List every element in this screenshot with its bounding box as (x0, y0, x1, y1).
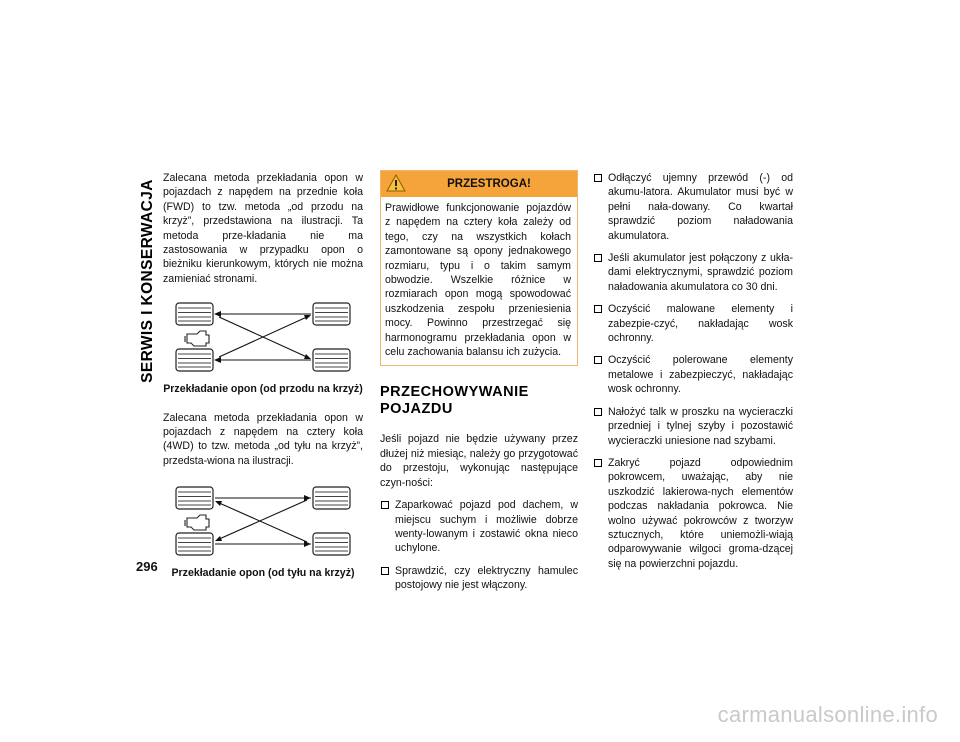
section-heading-storage: PRZECHOWYWANIE POJAZDU (380, 384, 529, 418)
diagram-forward-cross (163, 298, 363, 376)
tire-front-right-icon (313, 487, 350, 509)
list-item-text: Jeśli akumulator jest połączony z ukła-dami elektrycznymi, sprawdzić poziom naładowania akumulatora co 30 dni. (608, 252, 793, 293)
diagram-rearward-cross (163, 482, 363, 560)
list-item (380, 498, 578, 556)
caption-rearward-cross: Przekładanie opon (od tyłu na krzyż) (171, 567, 355, 580)
section-title-text: SERWIS I KONSERWACJA (139, 179, 157, 383)
list-item-text: Nałożyć talk w proszku na wycieraczki przedniej i tylnej szyby i pozostawić wycieraczki uniesione nad szybami. (608, 405, 793, 447)
list-item (593, 353, 793, 396)
caution-title: PRZESTROGA! (447, 177, 531, 190)
checkbox-square-icon (594, 174, 602, 182)
arrow-heads (215, 495, 311, 547)
checkbox-square-icon (594, 408, 602, 416)
caution-box (380, 170, 578, 366)
paragraph-4wd-rotation: Zalecana metoda przekładania opon w pojazdach z napędem na cztery koła (4WD) to tzw. metoda „od tyłu na krzyż”, przedsta-wiona na ilustracji. (163, 411, 363, 467)
checkbox-square-icon (594, 254, 602, 262)
list-item-text: Oczyścić polerowane elementy metalowe i zabezpieczyć, nakładając wosk ochronny. (608, 354, 793, 396)
column-right (593, 171, 793, 571)
list-item (593, 302, 793, 345)
column-middle (380, 170, 578, 593)
paragraph-fwd-rotation: Zalecana metoda przekładania opon w pojazdach z napędem na przednie koła (FWD) to tzw. metoda „od przodu na krzyż”, przedstawiona na ilustracji. Ta metoda prze-kładania nie ma zastosowania w przypadku opon o bieżniku kierunkowym, których nie można zamieniać stronami. (163, 172, 363, 285)
checkbox-square-icon (594, 305, 602, 313)
checkbox-square-icon (594, 459, 602, 467)
column-left (163, 171, 363, 581)
tire-rear-left-icon (176, 349, 213, 371)
engine-icon (185, 515, 209, 530)
list-item (593, 456, 793, 571)
tire-front-right-icon (313, 303, 350, 325)
checkbox-square-icon (381, 567, 389, 575)
list-item-text: Oczyścić malowane elementy i zabezpie-czyć, nakładając wosk ochronny. (608, 303, 793, 345)
rotation-arrows (215, 314, 311, 360)
list-item-text: Sprawdzić, czy elektryczny hamulec postojowy nie jest włączony. (395, 564, 578, 592)
diagram-rearward-cross-svg (163, 482, 363, 560)
rotation-arrows (215, 498, 311, 544)
storage-intro: Jeśli pojazd nie będzie używany przez dłużej niż miesiąc, należy go przygotować do przestoju, wykonując następujące czyn-ności: (380, 433, 578, 489)
list-item-text: Zaparkować pojazd pod dachem, w miejscu suchym i możliwie dobrze wenty-lowanym i zostawić okna nieco uchylone. (395, 499, 578, 555)
list-item-text: Zakryć pojazd odpowiednim pokrowcem, uważając, aby nie uszkodzić lakierowa-nych elementów podczas nakładania pokrowca. Nie wolno używać pokrowców z tworzyw sztucznych, które uniemożli-wiają odparowywanie wilgoci groma-dzącej się na powierzchni pojazdu. (608, 456, 793, 570)
caution-text: Prawidłowe funkcjonowanie pojazdów z napędem na cztery koła zależy od tego, czy na wszystkich kołach zamontowane są opony jednakowego rozmiaru, typu i o takim samym obwodzie. Wszelkie różnice w rozmiarach opon mogą spowodować uszkodzenia zespołu przeniesienia mocy. Powinno przestrzegać się harmonogramu przekładania opon w celu zachowania balansu ich zużycia. (385, 202, 571, 359)
warning-triangle-icon (386, 174, 406, 196)
tire-rear-right-icon (313, 533, 350, 555)
list-item-text: Odłączyć ujemny przewód (-) od akumu-latora. Akumulator musi być w pełni nała-dowany. Co kwartał sprawdzić poziom naładowania akumulatora. (608, 172, 793, 242)
tire-front-left-icon (176, 487, 213, 509)
caption-forward-cross: Przekładanie opon (od przodu na krzyż) (163, 383, 363, 396)
checkbox-square-icon (381, 501, 389, 509)
tire-rear-right-icon (313, 349, 350, 371)
list-item (380, 564, 578, 593)
list-item (593, 251, 793, 294)
section-title-vertical (136, 170, 160, 392)
caution-header (381, 171, 577, 197)
tire-rear-left-icon (176, 533, 213, 555)
diagram-forward-cross-svg (163, 298, 363, 376)
list-item (593, 405, 793, 448)
engine-icon (185, 331, 209, 346)
caution-body (381, 197, 577, 365)
watermark-link[interactable]: carmanualsonline.info (717, 702, 938, 727)
checkbox-square-icon (594, 356, 602, 364)
list-item (593, 171, 793, 243)
tire-front-left-icon (176, 303, 213, 325)
page-number: 296 (136, 559, 158, 574)
